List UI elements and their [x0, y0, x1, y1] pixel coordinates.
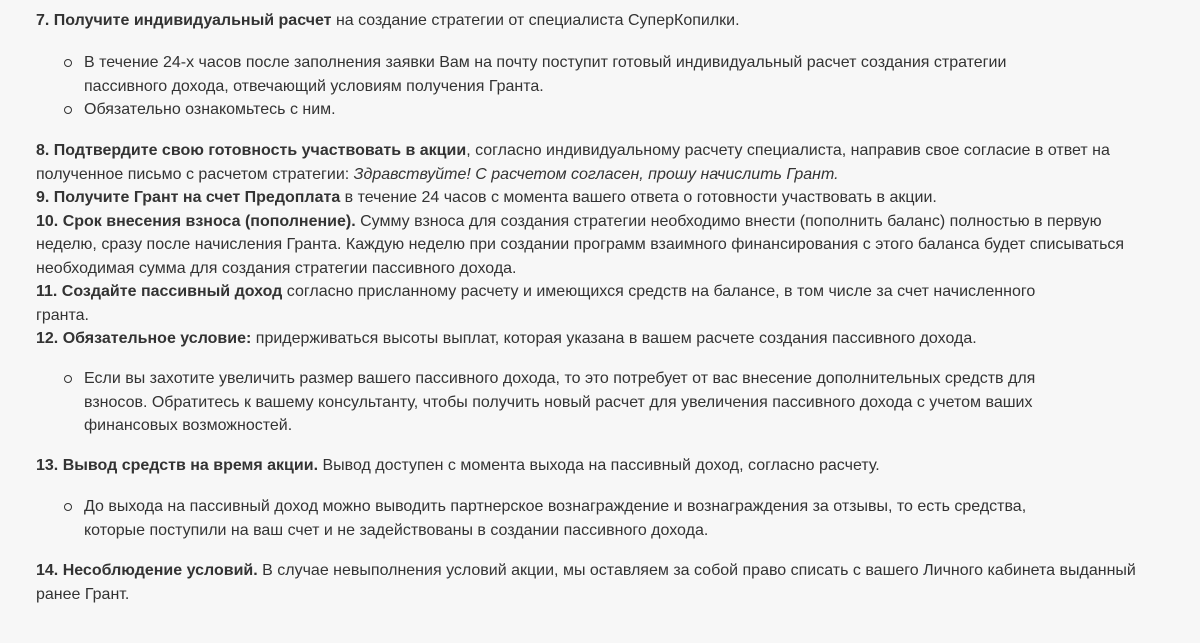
- step-10: 10. Срок внесения взноса (пополнение). Сумму взноса для создания стратегии необходимо внести (пополнить баланс) полностью в первую неделю, сразу после начисления Гранта. Каждую неделю при создании программ взаимного финансирования с этого баланса будет списываться необходимая сумма для создания стратегии пассивного дохода.: [36, 212, 1125, 277]
- step-14-text: 14. Несоблюдение условий. В случае невыполнения условий акции, мы оставляем за собой право списать с вашего Личного кабинета выданный ранее Грант.: [36, 562, 1136, 603]
- step-14: [36, 559, 1146, 606]
- step-8: 8. Подтвердите свою готовность участвовать в акции, согласно индивидуальному расчету специалиста, направив свое согласие в ответ на полученное письмо с расчетом стратегии: Здравствуйте! С расчетом согласен, прошу начислить Грант.: [36, 142, 1110, 183]
- list-item: Обязательно ознакомьтесь с ним.: [36, 98, 1046, 122]
- steps-8-12: [36, 139, 1146, 351]
- step-13: [36, 454, 1146, 478]
- list-item: В течение 24-х часов после заполнения заявки Вам на почту поступит готовый индивидуальный расчет создания стратегии пассивного дохода, отвечающий условиям получения Гранта.: [36, 51, 1046, 98]
- step-11: 11. Создайте пассивный доход согласно присланному расчету и имеющихся средств на балансе, в том числе за счет начисленного гранта.: [36, 283, 1036, 324]
- step-13-text: 13. Вывод средств на время акции. Вывод доступен с момента выхода на пассивный доход, согласно расчету.: [36, 457, 880, 474]
- step-7-list: [36, 51, 1046, 122]
- circle-bullet-icon: [64, 106, 72, 114]
- step-7-text: 7. Получите индивидуальный расчет на создание стратегии от специалиста СуперКопилки.: [36, 12, 740, 29]
- list-item: До выхода на пассивный доход можно выводить партнерское вознаграждение и вознаграждения за отзывы, то есть средства, которые поступили на ваш счет и не задействованы в создании пассивного дохода.: [36, 495, 1046, 542]
- step-13-list: [36, 495, 1046, 542]
- step-12: 12. Обязательное условие: придерживаться высоты выплат, которая указана в вашем расчете создания пассивного дохода.: [36, 330, 977, 347]
- step-7: [36, 9, 1146, 33]
- step-12-list: [36, 367, 1046, 438]
- circle-bullet-icon: [64, 503, 72, 511]
- list-item: Если вы захотите увеличить размер вашего пассивного дохода, то это потребует от вас внесение дополнительных средств для взносов. Обратитесь к вашему консультанту, чтобы получить новый расчет для увеличения пассивного дохода с учетом ваших финансовых возможностей.: [36, 367, 1046, 438]
- circle-bullet-icon: [64, 59, 72, 67]
- step-9: 9. Получите Грант на счет Предоплата в течение 24 часов с момента вашего ответа о готовности участвовать в акции.: [36, 189, 937, 206]
- circle-bullet-icon: [64, 375, 72, 383]
